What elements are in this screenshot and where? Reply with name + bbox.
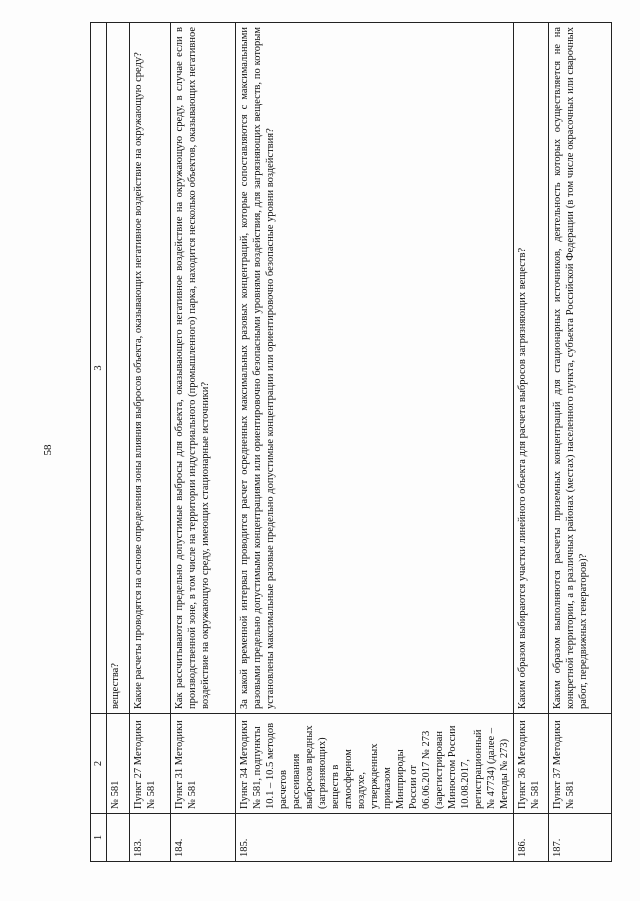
questions-table [90,22,612,862]
page-number: 58 [42,444,54,456]
row-number-cell: 187. [549,814,612,862]
row-number-cell [107,814,130,862]
rotated-table-wrapper [90,22,589,862]
table-row [549,23,612,862]
row-question-cell: За какой временной интервал проводится расчет осредненных максимальных разовых концентраций, которые сопоставляются с максимальными разовыми предельно допустимыми концентрациями или ориентировочно безопасными уровнями воздействия, для загрязняющих веществ, по которым установлены максимальные разовые предельно допустимые концентрации или ориентировочно безопасные уровни воздействия? [236,23,514,714]
row-basis-cell: Пункт 27 Методики № 581 [130,714,171,814]
row-basis-cell: Пункт 37 Методики № 581 [549,714,612,814]
row-number-cell: 184. [171,814,236,862]
table-row [130,23,171,862]
row-question-cell: Каким образом выбираются участки линейного объекта для расчета выбросов загрязняющих веществ? [514,23,549,714]
header-cell-3: 3 [91,23,107,714]
row-basis-cell: Пункт 34 Методики № 581, подпункты 10.1 – 10.5 методов расчетов рассеивания выбросов вредных (загрязняющих) веществ в атмосферном воздухе, утвержденных приказом Минприроды России от 06.06.2017 № 273 (зарегистрирован Минюстом России 10.08.2017, регистрационный № 47734) (далее – Методы № 273) [236,714,514,814]
row-basis-cell: Пункт 36 Методики № 581 [514,714,549,814]
row-number-cell: 185. [236,814,514,862]
row-basis-cell: Пункт 31 Методики № 581 [171,714,236,814]
table-row [171,23,236,862]
header-cell-2: 2 [91,714,107,814]
row-question-cell: Какие расчеты проводятся на основе определения зоны влияния выбросов объекта, оказывающих негативное воздействие на окружающую среду? [130,23,171,714]
row-number-cell: 186. [514,814,549,862]
table-row [514,23,549,862]
table-row-continuation [107,23,130,862]
header-cell-1: 1 [91,814,107,862]
table-row [236,23,514,862]
row-number-cell: 183. [130,814,171,862]
row-basis-cell: № 581 [107,714,130,814]
table-header-row [91,23,107,862]
row-question-cell: Как рассчитываются предельно допустимые выбросы для объекта, оказывающего негативное воздействие на окружающую среду, в случае если в производственной зоне, в том числе на территории индустриального (промышленного) парка, находится несколько объектов, оказывающих негативное воздействие на окружающую среду, имеющих стационарные источники? [171,23,236,714]
row-question-cell: Каким образом выполняются расчеты приземных концентраций для стационарных источников, деятельность которых осуществляется не на конкретной территории, а в различных районах (местах) населенного пункта, субъекта Российской Федерации (в том числе окрасочных или сварочных работ, передвижных генераторов)? [549,23,612,714]
row-question-cell: вещества? [107,23,130,714]
